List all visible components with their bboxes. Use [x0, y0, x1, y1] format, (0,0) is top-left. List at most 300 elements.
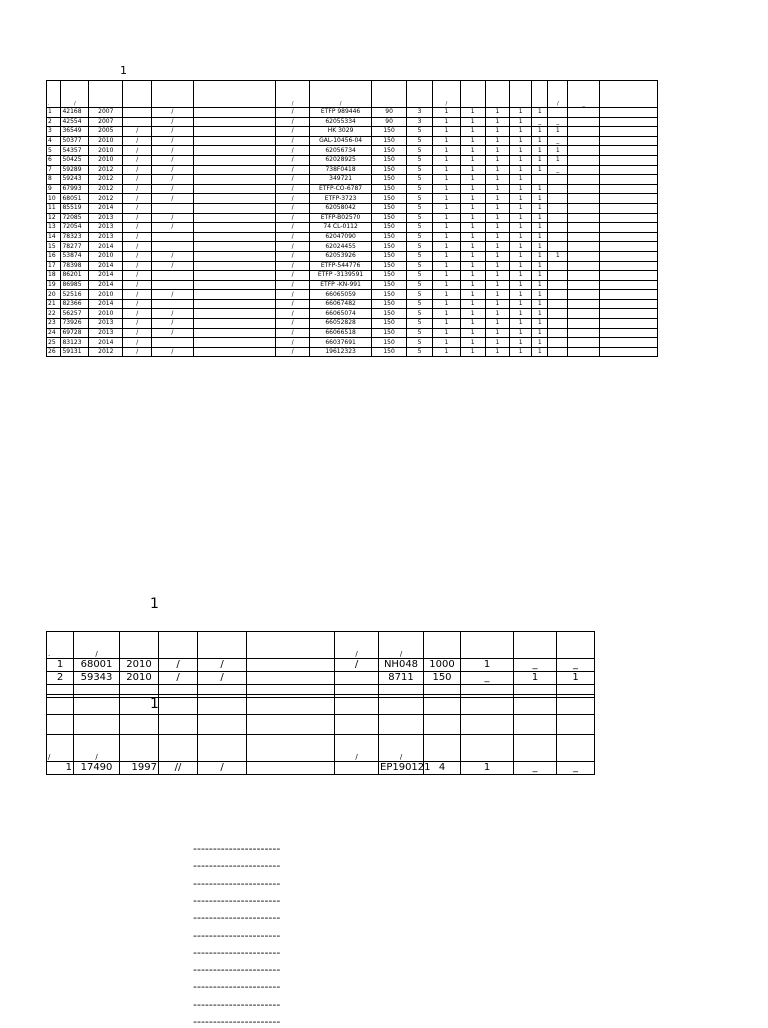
table-cell: 1000 — [424, 659, 461, 672]
table-cell — [152, 280, 193, 290]
table-cell: 2 — [47, 117, 61, 127]
table-cell: 74 CL-0112 — [310, 223, 372, 233]
table-cell: 85519 — [61, 203, 89, 213]
table-cell: 1 — [510, 127, 532, 137]
table-cell — [152, 232, 193, 242]
table-cell — [568, 127, 600, 137]
table-cell: 2007 — [89, 117, 123, 127]
column-header — [247, 735, 335, 762]
table-cell: 1 — [485, 328, 510, 338]
table-cell — [600, 127, 658, 137]
table-cell: 8711 — [379, 672, 424, 685]
table-cell: 20 — [47, 290, 61, 300]
table-cell: 1 — [510, 146, 532, 156]
table-cell: 1 — [531, 184, 548, 194]
table-cell — [123, 117, 152, 127]
table-cell — [152, 338, 193, 348]
table-cell: / — [123, 213, 152, 223]
table-cell: 5 — [407, 213, 433, 223]
table-cell: 1 — [460, 175, 485, 185]
table-cell: 1 — [510, 184, 532, 194]
table-cell: 5 — [407, 319, 433, 329]
table-cell — [152, 271, 193, 281]
table-cell: 2014 — [89, 299, 123, 309]
table-cell — [568, 251, 600, 261]
table-cell: 9 — [47, 184, 61, 194]
table-cell: 1 — [485, 232, 510, 242]
table-cell: 2010 — [120, 672, 159, 685]
table-cell: 1 — [510, 271, 532, 281]
table-cell: / — [123, 194, 152, 204]
table-cell: 16 — [47, 251, 61, 261]
table-cell — [568, 194, 600, 204]
table-cell: 26 — [47, 347, 61, 357]
table-cell: 5 — [407, 242, 433, 252]
table-cell: / — [276, 108, 310, 118]
table-cell: 1 — [531, 319, 548, 329]
column-header — [89, 81, 123, 108]
table-cell: / — [276, 194, 310, 204]
table-cell: 1 — [510, 136, 532, 146]
table-cell: / — [152, 175, 193, 185]
column-header: / — [335, 632, 379, 659]
table-cell — [193, 194, 276, 204]
table-cell: 83123 — [61, 338, 89, 348]
table-cell: 54357 — [61, 146, 89, 156]
table-cell — [568, 299, 600, 309]
table-cell: / — [276, 338, 310, 348]
table-cell: / — [152, 261, 193, 271]
legend-item: ---------------------- — [193, 980, 281, 994]
table-cell: 1 — [460, 309, 485, 319]
table-cell: 1 — [510, 213, 532, 223]
column-header — [557, 632, 595, 659]
table-cell: / — [198, 659, 247, 672]
table-cell — [548, 299, 568, 309]
table-cell: / — [276, 347, 310, 357]
table-cell: 1 — [485, 299, 510, 309]
table-cell: 5 — [407, 165, 433, 175]
table-cell: 1 — [432, 175, 460, 185]
table-cell: 62024455 — [310, 242, 372, 252]
table-cell: 10 — [47, 194, 61, 204]
table-cell: 1 — [432, 299, 460, 309]
table-cell: / — [276, 136, 310, 146]
table-cell: 150 — [372, 242, 407, 252]
table-cell: / — [152, 184, 193, 194]
table-cell: 78277 — [61, 242, 89, 252]
table-cell — [600, 242, 658, 252]
table-cell: 1 — [460, 271, 485, 281]
table-cell: ETFP-CO-6787 — [310, 184, 372, 194]
table-cell: 1 — [460, 280, 485, 290]
table-cell: 2014 — [89, 271, 123, 281]
table-cell: 5 — [407, 280, 433, 290]
column-header — [460, 81, 485, 108]
column-header: / — [61, 81, 89, 108]
table-cell: 5 — [407, 223, 433, 233]
column-header — [461, 735, 514, 762]
legend-item: ---------------------- — [193, 945, 281, 959]
table-cell: / — [276, 232, 310, 242]
table-cell: 1 — [531, 155, 548, 165]
table-cell: 1 — [531, 127, 548, 137]
table-cell: / — [123, 309, 152, 319]
table-cell: 1 — [460, 203, 485, 213]
table-cell: 150 — [372, 271, 407, 281]
table-cell: 72054 — [61, 223, 89, 233]
table-cell: 2007 — [89, 108, 123, 118]
column-header: / — [47, 735, 74, 762]
table-row — [47, 338, 658, 348]
table-cell: 5 — [407, 194, 433, 204]
table-cell: / — [276, 280, 310, 290]
table-cell: 1 — [510, 290, 532, 300]
table-cell — [600, 165, 658, 175]
table-cell: 1 — [432, 242, 460, 252]
table-cell — [568, 309, 600, 319]
table-cell: / — [276, 261, 310, 271]
table-cell: ETFP 989446 — [310, 108, 372, 118]
column-header — [247, 632, 335, 659]
table-cell: 1 — [531, 194, 548, 204]
table-cell: / — [152, 328, 193, 338]
table-cell: 2013 — [89, 328, 123, 338]
table-cell: 1 — [432, 165, 460, 175]
table-cell: 2012 — [89, 175, 123, 185]
table-cell: 1 — [460, 146, 485, 156]
table-cell: 1 — [460, 319, 485, 329]
table-cell: 1 — [510, 319, 532, 329]
table-cell: / — [276, 309, 310, 319]
table-cell: 78398 — [61, 261, 89, 271]
table-cell: 2005 — [89, 127, 123, 137]
table-cell — [548, 319, 568, 329]
table-cell: / — [123, 290, 152, 300]
table-cell: 5 — [407, 175, 433, 185]
table-cell: 73926 — [61, 319, 89, 329]
table-cell: _ — [557, 659, 595, 672]
table-cell: 59243 — [61, 175, 89, 185]
table-cell: HK 3029 — [310, 127, 372, 137]
table-cell: 23 — [47, 319, 61, 329]
table-cell: 1 — [510, 232, 532, 242]
table-cell: / — [276, 299, 310, 309]
table-cell: 1 — [432, 223, 460, 233]
table-cell: / — [152, 309, 193, 319]
table-cell — [600, 223, 658, 233]
table-cell: 5 — [407, 328, 433, 338]
table-row — [47, 672, 595, 685]
legend-item: ---------------------- — [193, 876, 281, 890]
table-cell: _ — [514, 659, 557, 672]
column-header: / — [548, 81, 568, 108]
table-cell: 17490 — [74, 762, 120, 775]
table-cell: 1 — [531, 347, 548, 357]
table-cell: 1 — [485, 108, 510, 118]
table-cell: / — [276, 251, 310, 261]
column-header — [159, 735, 198, 762]
table-cell: 1 — [460, 261, 485, 271]
table-cell: 1 — [485, 347, 510, 357]
table-cell: / — [159, 659, 198, 672]
table-cell: _ — [557, 762, 595, 775]
table-cell: / — [152, 136, 193, 146]
table-cell: 53874 — [61, 251, 89, 261]
table-cell: 1 — [460, 108, 485, 118]
table-cell: / — [152, 290, 193, 300]
table-cell — [600, 117, 658, 127]
table-cell: 5 — [407, 271, 433, 281]
table-cell: / — [276, 146, 310, 156]
table-cell: / — [123, 338, 152, 348]
table-cell: 1997 — [120, 762, 159, 775]
table-row — [47, 223, 658, 233]
table-cell — [548, 338, 568, 348]
table-cell: 1 — [460, 155, 485, 165]
table-cell: 62053926 — [310, 251, 372, 261]
table-cell: 1 — [432, 108, 460, 118]
table-cell: 1 — [460, 184, 485, 194]
table-cell: 5 — [407, 155, 433, 165]
table-cell: 1 — [432, 232, 460, 242]
table-cell: / — [123, 261, 152, 271]
table-cell: 1 — [510, 117, 532, 127]
table-cell: / — [152, 108, 193, 118]
table-cell — [600, 194, 658, 204]
table-cell: / — [123, 165, 152, 175]
table-cell — [548, 290, 568, 300]
table-cell: 2014 — [89, 261, 123, 271]
table-cell — [193, 280, 276, 290]
table-cell — [568, 203, 600, 213]
table-cell: / — [152, 155, 193, 165]
table-row — [47, 117, 658, 127]
table-cell: 1 — [485, 271, 510, 281]
legend-item: ---------------------- — [193, 928, 281, 942]
table-cell: 62056734 — [310, 146, 372, 156]
table-cell: 2013 — [89, 223, 123, 233]
column-header — [372, 81, 407, 108]
table-cell: 5 — [47, 146, 61, 156]
table-cell: 2 — [47, 672, 74, 685]
table-cell — [600, 347, 658, 357]
table-cell: 1 — [432, 203, 460, 213]
table-cell: GAL-10456-04 — [310, 136, 372, 146]
table-cell: 5 — [407, 299, 433, 309]
table-cell — [600, 213, 658, 223]
table-cell — [548, 347, 568, 357]
table-cell: / — [276, 117, 310, 127]
table-cell: / — [276, 242, 310, 252]
table-cell — [568, 223, 600, 233]
table-cell — [568, 261, 600, 271]
column-header — [531, 81, 548, 108]
table-cell: 1 — [531, 108, 548, 118]
table-cell — [193, 223, 276, 233]
table-cell — [568, 108, 600, 118]
table-cell: / — [276, 213, 310, 223]
table-cell: 1 — [510, 280, 532, 290]
table-cell — [193, 242, 276, 252]
table-cell: 2010 — [89, 251, 123, 261]
table-row — [47, 280, 658, 290]
table-cell: 90 — [372, 117, 407, 127]
table-cell: 2010 — [89, 309, 123, 319]
table-row — [47, 165, 658, 175]
table-cell: 59131 — [61, 347, 89, 357]
table-cell: / — [152, 213, 193, 223]
table-cell: 67993 — [61, 184, 89, 194]
table-cell: 150 — [372, 261, 407, 271]
table-cell: 1 — [47, 762, 74, 775]
table-row — [47, 146, 658, 156]
column-header: / — [335, 735, 379, 762]
table-cell: 1 — [531, 328, 548, 338]
table-cell: / — [276, 290, 310, 300]
table-cell: 2010 — [89, 290, 123, 300]
legend-item: ---------------------- — [193, 859, 281, 873]
table-cell: 5 — [407, 347, 433, 357]
column-header: / — [379, 735, 424, 762]
table-cell: 2013 — [89, 232, 123, 242]
table-cell: 1 — [510, 338, 532, 348]
table-cell: 1 — [432, 271, 460, 281]
table-cell — [600, 338, 658, 348]
table-cell: 86985 — [61, 280, 89, 290]
table-cell — [193, 251, 276, 261]
column-header: / — [432, 81, 460, 108]
table-cell: 1 — [432, 184, 460, 194]
table-cell: 1 — [531, 299, 548, 309]
table-cell: 42168 — [61, 108, 89, 118]
table-row — [47, 108, 658, 118]
table-cell: 25 — [47, 338, 61, 348]
table-cell: 150 — [372, 299, 407, 309]
table-cell — [193, 213, 276, 223]
table-cell: 1 — [47, 659, 74, 672]
table-cell — [568, 146, 600, 156]
table-cell: 150 — [372, 194, 407, 204]
table-header-row — [47, 81, 658, 108]
table-row — [47, 203, 658, 213]
table-cell: / — [276, 184, 310, 194]
legend-item: ---------------------- — [193, 911, 281, 925]
table-cell: 62058042 — [310, 203, 372, 213]
table-cell: 150 — [372, 175, 407, 185]
table-cell — [247, 762, 335, 775]
table-cell: 66037691 — [310, 338, 372, 348]
table-cell — [600, 299, 658, 309]
table-cell: 2012 — [89, 184, 123, 194]
table-cell: 1 — [485, 223, 510, 233]
table-cell: 36549 — [61, 127, 89, 137]
column-header — [120, 632, 159, 659]
table-cell: 56257 — [61, 309, 89, 319]
table-cell: 150 — [372, 155, 407, 165]
table-cell: 1 — [485, 117, 510, 127]
table-cell: 66065059 — [310, 290, 372, 300]
table-cell: 2010 — [89, 136, 123, 146]
table-cell: / — [123, 155, 152, 165]
table-cell — [193, 309, 276, 319]
table-cell: 19612323 — [310, 347, 372, 357]
table-cell: 150 — [372, 213, 407, 223]
table-cell: 69728 — [61, 328, 89, 338]
table-cell: 150 — [372, 136, 407, 146]
table-row — [47, 184, 658, 194]
table-cell: / — [123, 328, 152, 338]
table-cell: / — [123, 136, 152, 146]
table-cell: 17 — [47, 261, 61, 271]
column-header — [152, 81, 193, 108]
table-cell: 1 — [510, 261, 532, 271]
table-cell — [247, 659, 335, 672]
table-cell: 1 — [460, 136, 485, 146]
table-cell: 150 — [372, 203, 407, 213]
table-cell: 1 — [432, 136, 460, 146]
table-cell — [600, 261, 658, 271]
table-cell: 5 — [407, 309, 433, 319]
table-row — [47, 762, 595, 775]
table-cell: 150 — [372, 347, 407, 357]
table-cell: 1 — [531, 146, 548, 156]
column-header — [461, 632, 514, 659]
table-cell — [568, 271, 600, 281]
table-cell — [548, 223, 568, 233]
table-cell: 68051 — [61, 194, 89, 204]
table-cell: 3 — [407, 108, 433, 118]
table-cell: / — [198, 672, 247, 685]
table-cell: ETFP-3723 — [310, 194, 372, 204]
table-row — [47, 175, 658, 185]
table-cell — [247, 672, 335, 685]
table-row — [47, 251, 658, 261]
table-cell — [600, 290, 658, 300]
table-cell: 72085 — [61, 213, 89, 223]
table-header-row — [47, 632, 595, 659]
table-cell: 66065074 — [310, 309, 372, 319]
table-cell: 1 — [510, 309, 532, 319]
table-cell: 150 — [372, 127, 407, 137]
table-cell: 1 — [531, 232, 548, 242]
table-cell — [193, 338, 276, 348]
table-cell — [568, 136, 600, 146]
table-cell: / — [276, 165, 310, 175]
table-cell: / — [123, 299, 152, 309]
section1-title-left: 1 — [120, 64, 127, 77]
table-cell: 2014 — [89, 338, 123, 348]
table-cell: 1 — [548, 146, 568, 156]
table-cell: 150 — [372, 184, 407, 194]
table-cell: / — [123, 175, 152, 185]
table-cell — [193, 108, 276, 118]
table-row — [47, 347, 658, 357]
table-cell — [600, 328, 658, 338]
table-cell: ETFP-B02570 — [310, 213, 372, 223]
table-cell — [600, 232, 658, 242]
table-cell — [600, 251, 658, 261]
table-cell — [600, 309, 658, 319]
table-cell — [548, 108, 568, 118]
table-cell: 86201 — [61, 271, 89, 281]
table-cell: 82366 — [61, 299, 89, 309]
table-cell: 1 — [460, 223, 485, 233]
table-cell: / — [198, 762, 247, 775]
table-cell — [548, 194, 568, 204]
table-cell — [193, 299, 276, 309]
table-cell: 1 — [510, 194, 532, 204]
